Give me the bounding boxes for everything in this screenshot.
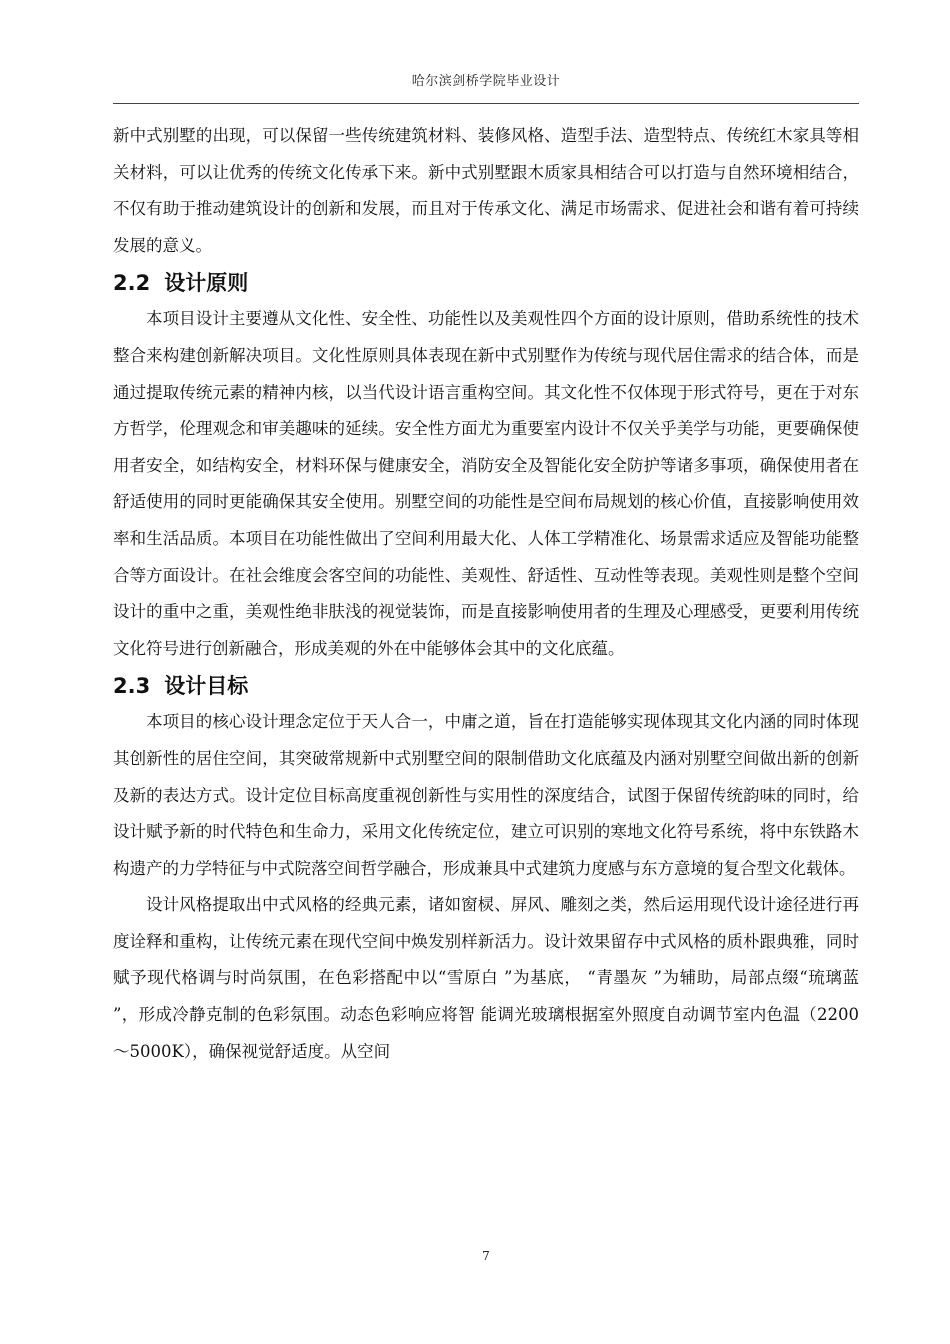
section-heading-2-3 xyxy=(113,667,859,704)
page-number: 7 xyxy=(482,1249,490,1263)
header-divider xyxy=(113,103,859,104)
section-2-2-paragraph: 本项目设计主要遵从文化性、安全性、功能性以及美观性四个方面的设计原则，借助系统性的技术整合来构建创新解决项目。文化性原则具体表现在新中式别墅作为传统与现代居住需求的结合体，而是通过提取传统元素的精神内核，以当代设计语言重构空间。其文化性不仅体现于形式符号，更在于对东方哲学，伦理观念和审美趣味的延续。安全性方面尤为重要室内设计不仅关乎美学与功能，更要确保使用者安全，如结构安全，材料环保与健康安全，消防安全及智能化安全防护等诸多事项，确保使用者在舒适使用的同时更能确保其安全使用。别墅空间的功能性是空间布局规划的核心价值，直接影响使用效率和生活品质。本项目在功能性做出了空间利用最大化、人体工学精准化、场景需求适应及智能功能整合等方面设计。在社会维度会客空间的功能性、美观性、舒适性、互动性等表现。美观性则是整个空间设计的重中之重，美观性绝非肤浅的视觉装饰，而是直接影响使用者的生理及心理感受，更要利用传统文化符号进行创新融合，形成美观的外在中能够体会其中的文化底蕴。 xyxy=(113,309,859,658)
section-title: 设计目标 xyxy=(164,674,249,699)
section-title: 设计原则 xyxy=(164,271,249,296)
section-number: 2.3 xyxy=(113,674,151,699)
section-2-3-paragraph-2: 设计风格提取出中式风格的经典元素，诸如窗棂、屏风、雕刻之类，然后运用现代设计途径进行再度诠释和重构，让传统元素在现代空间中焕发别样新活力。设计效果留存中式风格的质朴跟典雅，同时赋予现代格调与时尚氛围，在色彩搭配中以“雪原白 ”为基底， “青墨灰 ”为辅助，局部点缀“琉璃蓝 ”，形成冷静克制的色彩氛围。动态色彩响应将智 能调光玻璃根据室外照度自动调节室内色温（2200～5000K），确保视觉舒适度。从空间 xyxy=(113,895,859,1061)
section-2-3-paragraph-1: 本项目的核心设计理念定位于天人合一，中庸之道，旨在打造能够实现体现其文化内涵的同时体现其创新性的居住空间，其突破常规新中式别墅空间的限制借助文化底蕴及内涵对别墅空间做出新的创新及新的表达方式。设计定位目标高度重视创新性与实用性的深度结合，试图于保留传统韵味的同时，给设计赋予新的时代特色和生命力，采用文化传统定位，建立可识别的寒地文化符号系统，将中东铁路木构遗产的力学特征与中式院落空间哲学融合，形成兼具中式建筑力度感与东方意境的复合型文化载体。 xyxy=(113,712,859,878)
section-number: 2.2 xyxy=(113,271,151,296)
intro-paragraph: 新中式别墅的出现，可以保留一些传统建筑材料、装修风格、造型手法、造型特点、传统红木家具等相关材料，可以让优秀的传统文化传承下来。新中式别墅跟木质家具相结合可以打造与自然环境相结合，不仅有助于推动建筑设计的创新和发展，而且对于传承文化、满足市场需求、促进社会和谐有着可持续发展的意义。 xyxy=(113,126,859,255)
section-heading-2-2 xyxy=(113,264,859,301)
page-body xyxy=(113,118,859,1070)
page-header: 哈尔滨剑桥学院毕业设计 xyxy=(411,74,561,89)
